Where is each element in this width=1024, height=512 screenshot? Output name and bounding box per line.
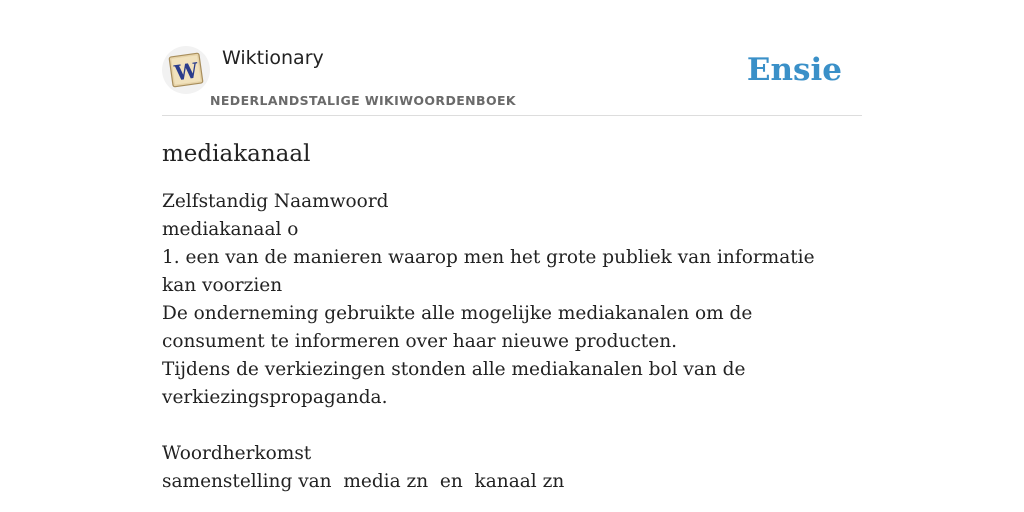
example-sentence-1: De onderneming gebruikte alle mogelijke mediakanalen om de consument te informeren over haar nieuwe producten.: [162, 303, 753, 352]
part-of-speech: Zelfstandig Naamwoord: [162, 191, 389, 212]
wiktionary-logo-icon[interactable]: [162, 46, 210, 94]
section-spacer: [162, 412, 842, 440]
example-sentence-2: Tijdens de verkiezingen stonden alle mediakanalen bol van de verkiezingspropaganda.: [162, 359, 746, 408]
site-name[interactable]: Wiktionary: [222, 47, 324, 69]
ensie-brand-link[interactable]: Ensie: [746, 52, 842, 88]
etymology-heading: Woordherkomst: [162, 443, 312, 464]
page-title: mediakanaal: [162, 141, 311, 167]
etymology-text: samenstelling van media zn en kanaal zn: [162, 471, 565, 492]
entry-content: [162, 136, 842, 496]
logo-letter: W: [172, 57, 200, 86]
definition: 1. een van de manieren waarop men het grote publiek van informatie kan voorzien: [162, 247, 815, 296]
site-tagline: NEDERLANDSTALIGE WIKIWOORDENBOEK: [210, 93, 517, 108]
site-header: [162, 0, 862, 116]
headword: mediakanaal o: [162, 219, 299, 240]
